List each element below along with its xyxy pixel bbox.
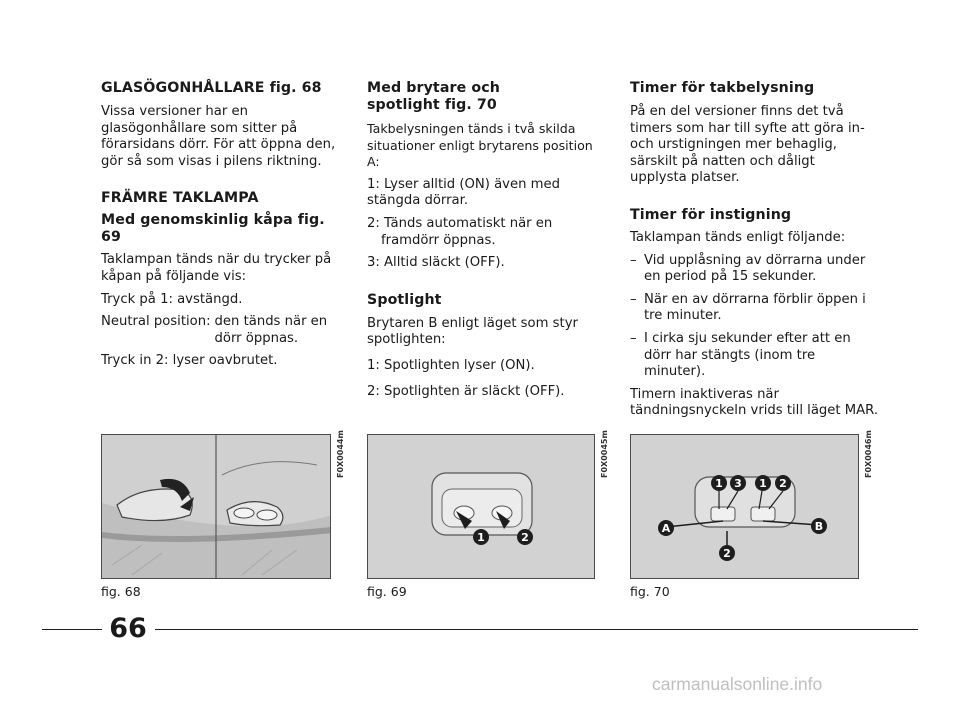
paragraph: 1: Spotlighten lyser (ON). [367,357,535,373]
heading-timer-entry: Timer för instigning [630,206,792,223]
callout-label: 1 [715,477,723,490]
neutral-position-text: den tänds när en dörr öppnas. [214,314,328,346]
paragraph: Brytaren B enligt läget som styr spotlighten: [367,315,578,348]
footer-rule-right [155,629,918,630]
dash-bullet: – [630,330,637,346]
paragraph: Tryck in 2: lyser oavbrutet. [101,353,278,369]
paragraph: Taklampan tänds när du trycker på kåpan på följande vis: [101,252,332,284]
glasses-holder-drawing [102,435,331,579]
paragraph: 1: Lyser alltid (ON) även med stängda dörrar. [367,176,560,209]
paragraph: Takbelysningen tänds i två skilda situationer enligt brytarens position A: [367,121,593,170]
list-item-text: Vid upplåsning av dörrarna under en period på 15 sekunder. [644,252,866,285]
figure-caption: fig. 70 [630,584,670,599]
list-item [630,253,880,286]
list-item [630,331,880,381]
figure-code: F0X0046m [864,430,873,478]
column-1 [101,80,341,376]
subheading-transparent-cover: Med genomskinlig kåpa fig. 69 [101,212,325,246]
dash-bullet: – [630,291,637,307]
callout-label: 2 [521,531,529,544]
paragraph: Vissa versioner har en glasögonhållare som sitter på förarsidans dörr. För att öppna den, gör så som visas i pilens riktning. [101,104,336,169]
paragraph: På en del versioner finns det två timers som har till syfte att göra in- och urstigningen mer behaglig, särskilt på natten och dåligt upplysta platser. [630,104,865,186]
dash-bullet: – [630,252,637,268]
figure-code: F0X0045m [600,430,609,478]
callout-label: 1 [759,477,767,490]
list-item-text: När en av dörrarna förblir öppen i tre minuter. [644,291,866,324]
heading-timer-ceiling-light: Timer för takbelysning [630,80,815,96]
column-2 [367,80,607,406]
neutral-position-row [101,314,341,347]
column-3 [630,80,880,426]
front-lamp-drawing [368,435,595,579]
paragraph: Tryck på 1: avstängd. [101,291,243,307]
paragraph: 2: Tänds automatiskt när en framdörr öppnas. [367,215,553,248]
list-item-text: I cirka sju sekunder efter att en dörr har stängts (inom tre minuter). [644,330,851,380]
figure-code: F0X0044m [336,430,345,478]
figure-caption: fig. 68 [101,584,141,599]
page-number: 66 [109,613,147,644]
figure-caption: fig. 69 [367,584,407,599]
figure-70-illustration [630,434,859,579]
callout-label: 2 [723,547,731,560]
heading-glasses-holder: GLASÖGONHÅLLARE fig. 68 [101,80,322,96]
heading-spotlight: Spotlight [367,291,442,308]
callout-label: 2 [779,477,787,490]
callout-label: A [661,522,671,535]
paragraph: 3: Alltid släckt (OFF). [367,255,505,271]
heading-switch-spotlight: Med brytare och spotlight fig. 70 [367,80,500,113]
neutral-position-label: Neutral position: [101,314,211,330]
callout-label: 3 [734,477,742,490]
paragraph: 2: Spotlighten är släckt (OFF). [367,383,565,399]
paragraph: Taklampan tänds enligt följande: [630,229,846,245]
paragraph: Timern inaktiveras när tändningsnyckeln vrids till läget MAR. [630,386,879,419]
list-item [630,292,880,325]
callout-label: B [814,520,824,533]
figure-69-illustration [367,434,595,579]
figure-68-illustration [101,434,331,579]
heading-front-lamp: FRÄMRE TAKLAMPA [101,190,259,207]
switch-spotlight-drawing [631,435,859,579]
watermark: carmanualsonline.info [652,674,823,694]
footer-rule-left [42,629,102,630]
callout-label: 1 [477,531,485,544]
